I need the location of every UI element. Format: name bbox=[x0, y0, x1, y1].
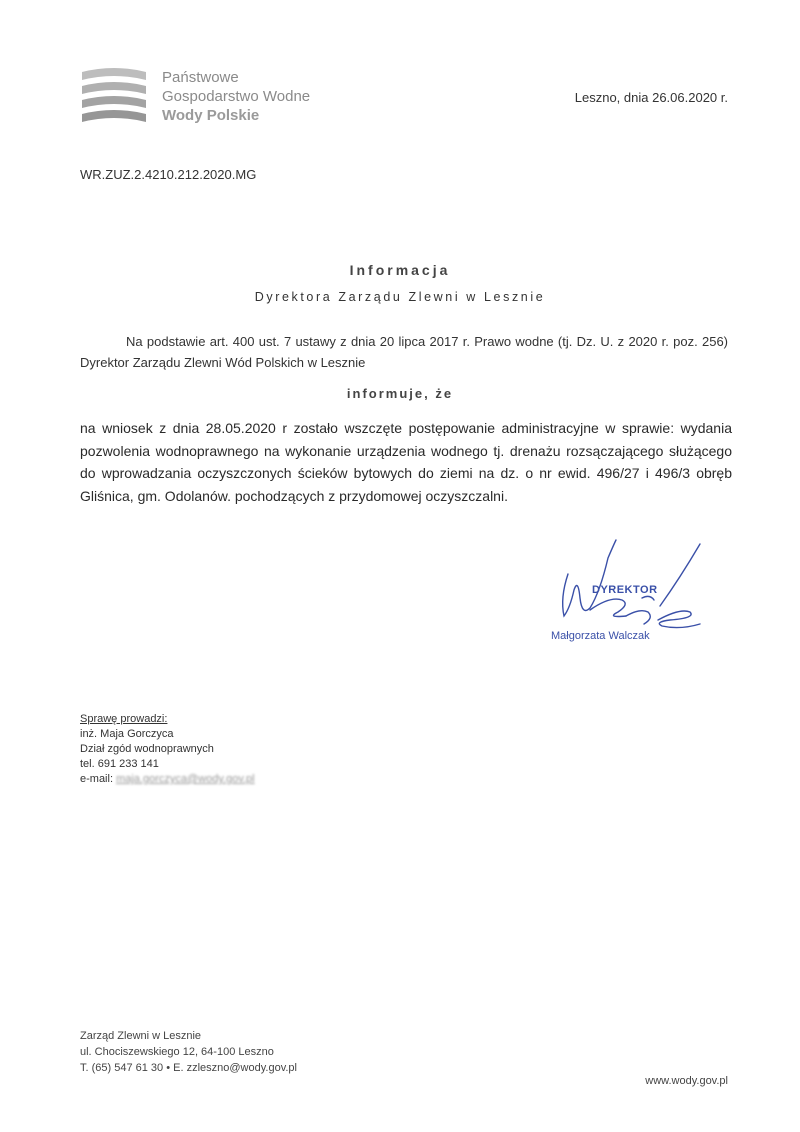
wody-polskie-logo-icon bbox=[80, 66, 148, 128]
handler-phone: tel. 691 233 141 bbox=[80, 758, 159, 770]
handler-name: inż. Maja Gorczyca bbox=[80, 728, 174, 740]
informs-heading: informuje, że bbox=[346, 386, 454, 401]
signature-stamp-name: Małgorzata Walczak bbox=[551, 630, 650, 642]
signature-stamp-title: DYREKTOR bbox=[592, 584, 658, 596]
case-handler-block bbox=[80, 712, 255, 787]
footer-street: ul. Chociszewskiego 12, 64-100 Leszno bbox=[80, 1046, 274, 1058]
notice-paragraph: na wniosek z dnia 28.05.2020 r zostało wszczęte postępowanie administracyjne w sprawie: wydania pozwolenia wodnoprawnego na wykonanie urządzenia wodnego tj. drenażu rozsączającego służącego do wprowadzania oczyszczonych ścieków bytowych do ziemi na dz. o nr ewid. 496/27 i 496/3 obręb Gliśnica, gm. Odolanów. pochodzących z przydomowej oczyszczalni. bbox=[80, 420, 732, 504]
footer-contact: T. (65) 547 61 30 • E. zzleszno@wody.gov.pl bbox=[80, 1062, 297, 1074]
logo-line-1: Państwowe bbox=[162, 69, 239, 86]
handler-email-label: e-mail: bbox=[80, 773, 114, 785]
document-date: Leszno, dnia 26.06.2020 r. bbox=[574, 90, 728, 105]
handler-department: Dział zgód wodnoprawnych bbox=[80, 743, 214, 755]
logo-line-3: Wody Polskie bbox=[162, 107, 260, 124]
document-subtitle: Dyrektora Zarządu Zlewni w Lesznie bbox=[254, 290, 546, 304]
footer-website-link[interactable]: www.wody.gov.pl bbox=[645, 1075, 728, 1087]
legal-basis-paragraph: Na podstawie art. 400 ust. 7 ustawy z dnia 20 lipca 2017 r. Prawo wodne (tj. Dz. U. z 2020 r. poz. 256) Dyrektor Zarządu Zlewni Wód Polskich w Lesznie bbox=[80, 334, 728, 370]
handler-email-link[interactable]: maja.gorczyca@wody.gov.pl bbox=[116, 773, 255, 785]
reference-number: WR.ZUZ.2.4210.212.2020.MG bbox=[80, 167, 257, 182]
footer-address bbox=[80, 1028, 297, 1076]
document-title: Informacja bbox=[349, 262, 451, 278]
handler-email-row bbox=[80, 772, 255, 787]
footer-org: Zarząd Zlewni w Lesznie bbox=[80, 1030, 202, 1042]
handler-heading: Sprawę prowadzi: bbox=[80, 713, 168, 725]
logo-line-2: Gospodarstwo Wodne bbox=[162, 88, 311, 105]
logo-text bbox=[162, 68, 310, 125]
